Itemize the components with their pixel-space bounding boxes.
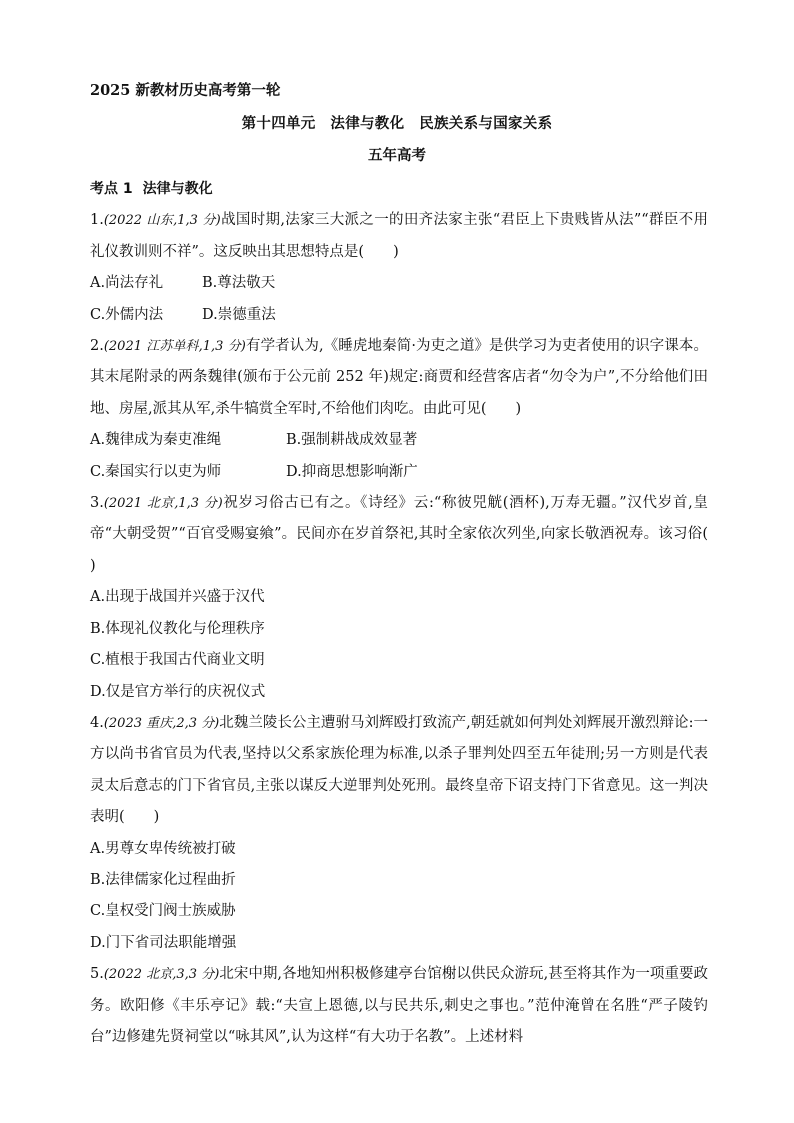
question-number: 4. <box>90 714 104 731</box>
section-label: 考点 1 <box>90 181 133 197</box>
option-d[interactable]: D.仅是官方举行的庆祝仪式 <box>90 683 266 700</box>
question-text: 北魏兰陵长公主遭驸马刘辉殴打致流产,朝廷就如何判处刘辉展开激烈辩论:一方以尚书省官员为代表,坚持以父系家族伦理为标准,以杀子罪判处四至五年徒刑;另一方则是代表灵太后意志的门下省官员,主张以谋反大逆罪判处死刑。最终皇帝下诏支持门下省意见。这一判决表明( ) <box>90 714 708 826</box>
section-title: 法律与教化 <box>142 181 213 197</box>
option-d[interactable]: D.崇德重法 <box>202 306 276 323</box>
option-b[interactable]: B.尊法敬天 <box>202 275 276 292</box>
question-source: (2021 北京,1,3 分) <box>103 496 223 512</box>
question-stem <box>90 708 708 834</box>
option-a[interactable]: A.尚法存礼 <box>90 275 164 292</box>
option-b[interactable]: B.体现礼仪教化与伦理秩序 <box>90 620 265 637</box>
question-4 <box>90 708 708 959</box>
option-row <box>90 268 708 299</box>
question-number: 5. <box>90 966 104 983</box>
question-stem <box>90 205 708 268</box>
question-stem <box>90 488 737 582</box>
unit-title-text: 第十四单元 法律与教化 民族关系与国家关系 <box>241 115 553 132</box>
question-stem <box>90 331 708 425</box>
option-d[interactable]: D.门下省司法职能增强 <box>90 934 237 951</box>
question-source: (2022 北京,3,3 分) <box>103 967 220 983</box>
content <box>90 174 737 1053</box>
unit-title <box>0 113 794 135</box>
question-5 <box>90 959 708 1053</box>
question-source: (2023 重庆,2,3 分) <box>103 715 220 731</box>
option-b[interactable]: B.强制耕战成效显著 <box>286 432 418 449</box>
question-2 <box>90 331 708 488</box>
option-row <box>90 300 708 331</box>
question-source: (2022 山东,1,3 分) <box>103 213 221 229</box>
sub-title: 五年高考 <box>368 147 426 164</box>
section-heading <box>90 174 708 205</box>
question-source: (2021 江苏单科,1,3 分) <box>103 339 246 355</box>
option-row <box>90 457 708 488</box>
option-a[interactable]: A.出现于战国并兴盛于汉代 <box>90 589 265 606</box>
option-c[interactable]: C.外儒内法 <box>90 306 164 323</box>
option-c[interactable]: C.皇权受门阀士族威胁 <box>90 903 236 920</box>
question-text: 有学者认为,《睡虎地秦简·为吏之道》是供学习为吏者使用的识字课本。其末尾附录的两条魏律(颁布于公元前 252 年)规定:商贾和经营客店者“勿令为户”,不分给他们田地、房屋,派其从军,杀牛犒赏全军时,不给他们肉吃。由此可见( ) <box>90 338 708 417</box>
option-a[interactable]: A.魏律成为秦吏准绳 <box>90 432 222 449</box>
option-b[interactable]: B.法律儒家化过程曲折 <box>90 871 236 888</box>
option-c[interactable]: C.秦国实行以吏为师 <box>90 463 222 480</box>
question-stem <box>90 959 708 1053</box>
question-number: 3. <box>90 495 104 512</box>
option-row <box>90 425 708 456</box>
option-c[interactable]: C.植根于我国古代商业文明 <box>90 652 265 669</box>
series-title: 2025 新教材历史高考第一轮 <box>90 82 281 99</box>
question-text: 战国时期,法家三大派之一的田齐法家主张“君臣上下贵贱皆从法”“群臣不用礼仪教训则不祥”。这反映出其思想特点是( ) <box>90 212 708 260</box>
question-1 <box>90 205 708 331</box>
question-text: 北宋中期,各地知州积极修建亭台馆榭以供民众游玩,甚至将其作为一项重要政务。欧阳修《丰乐亭记》载:“夫宣上恩德,以与民共乐,刺史之事也。”范仲淹曾在名胜“严子陵钓台”边修建先贤祠堂以“咏其风”,认为这样“有大功于名教”。上述材料 <box>90 966 708 1045</box>
question-text: 祝岁习俗古已有之。《诗经》云:“称彼兕觥(酒杯),万寿无疆。”汉代岁首,皇帝“大朝受贺”“百官受赐宴飨”。民间亦在岁首祭祀,其时全家依次列坐,向家长敬酒祝寿。该习俗( ) <box>90 495 737 574</box>
question-number: 2. <box>90 338 104 355</box>
option-d[interactable]: D.抑商思想影响渐广 <box>286 463 418 480</box>
question-number: 1. <box>90 212 104 229</box>
question-3 <box>90 488 737 708</box>
option-a[interactable]: A.男尊女卑传统被打破 <box>90 840 236 857</box>
